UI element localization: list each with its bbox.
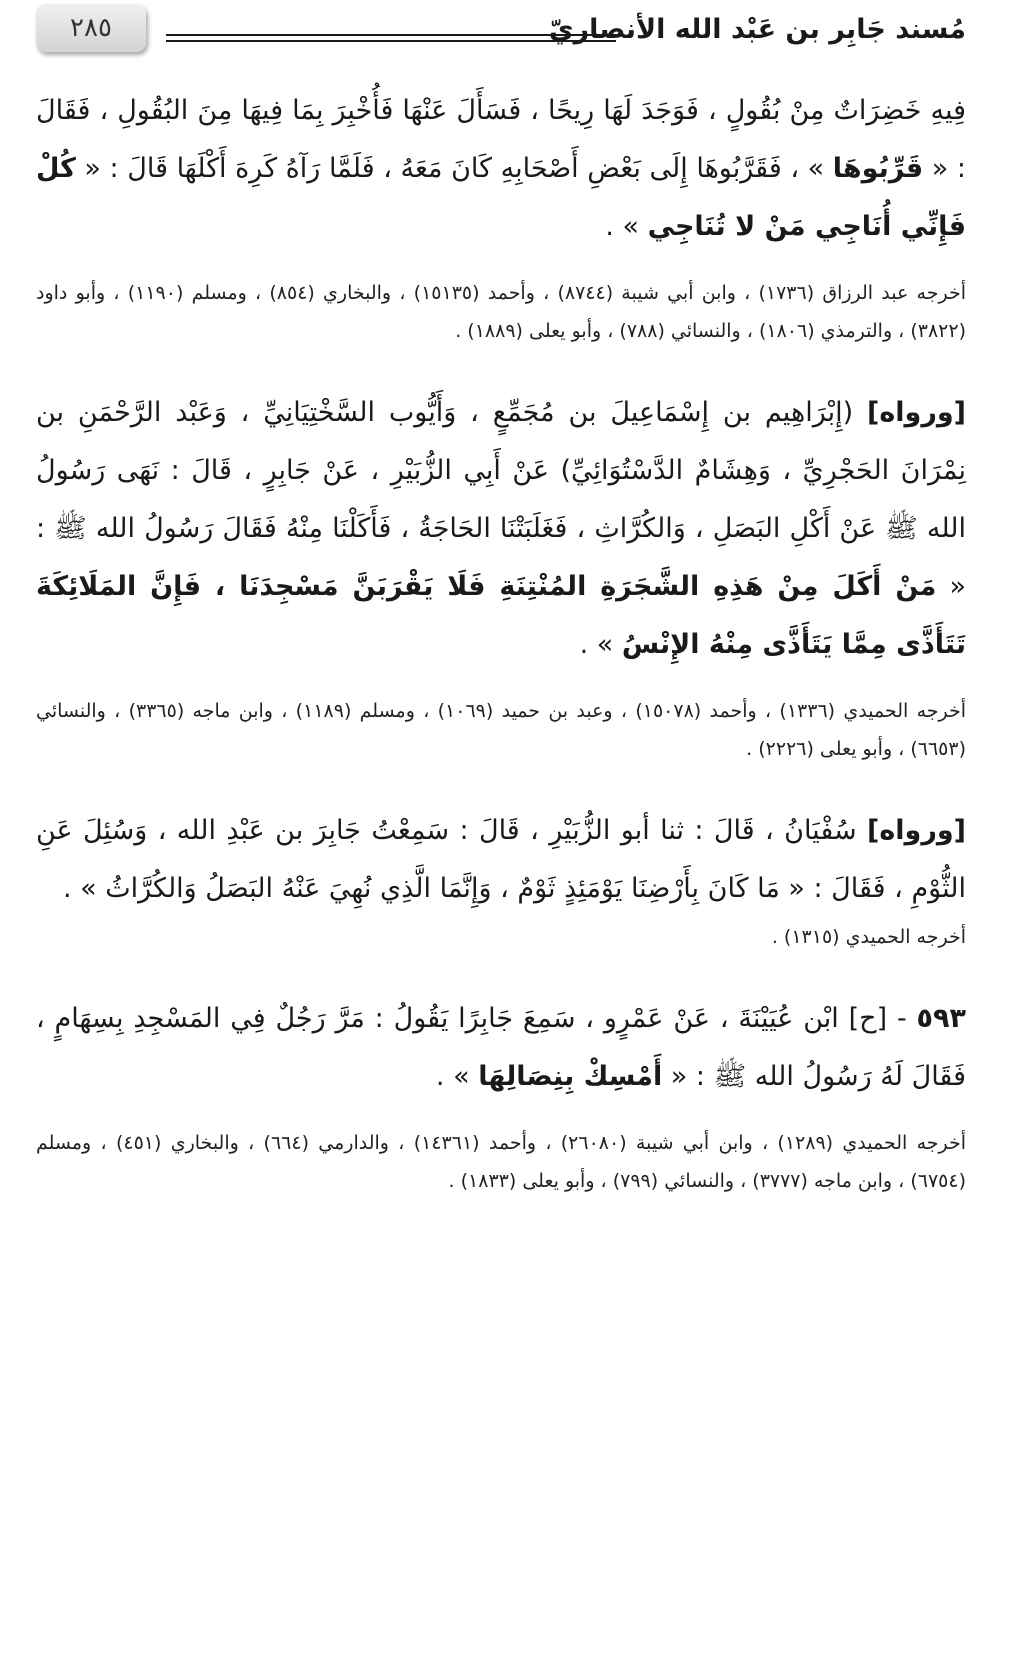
prophetic-speech: أَمْسِكْ بِنِصَالِهَا bbox=[478, 1061, 663, 1092]
narration-text: فِيهِ خَضِرَاتٌ مِنْ بُقُولٍ ، فَوَجَدَ لَهَا رِيحًا ، فَسَأَلَ عَنْهَا فَأُخْبِرَ بِمَا فِيهَا مِنَ البُقُولِ ، فَقَالَ : « bbox=[36, 95, 967, 184]
narration-text: » . bbox=[605, 211, 648, 242]
prophetic-speech: قَرِّبُوهَا bbox=[832, 153, 924, 184]
hadith-paragraph-1 bbox=[36, 82, 966, 256]
narration-text: - [ح] ابْن عُيَيْنَةَ ، عَنْ عَمْرٍو ، سَمِعَ جَابِرًا يَقُولُ : مَرَّ رَجُلٌ فِي المَسْجِدِ بِسِهَامٍ ، فَقَالَ لَهُ رَسُولُ الله ﷺ : « bbox=[36, 1003, 966, 1092]
riwaya-label: [ورواه] bbox=[867, 397, 966, 428]
spacer bbox=[36, 256, 966, 274]
hadith-number: ٥٩٣ bbox=[916, 1003, 966, 1034]
spacer bbox=[36, 674, 966, 692]
header-double-rule bbox=[166, 34, 616, 42]
takhrij-note-2: أخرجه الحميدي (١٣٣٦) ، وأحمد (١٥٠٧٨) ، وعبد بن حميد (١٠٦٩) ، ومسلم (١١٨٩) ، وابن ماجه (٣٣٦٥) ، والنسائي (٦٦٥٣) ، وأبو يعلى (٢٢٢٦) . bbox=[36, 700, 967, 760]
riwaya-label: [ورواه] bbox=[867, 815, 966, 846]
page-body bbox=[36, 82, 966, 1200]
prophetic-speech: مَنْ أَكَلَ مِنْ هَذِهِ الشَّجَرَةِ المُنْتِنَةِ فَلَا يَقْرَبَنَّ مَسْجِدَنَا ، فَإِنَّ المَلَائِكَةَ تَتَأَذَّى مِمَّا يَتَأَذَّى مِنْهُ الإِنْسُ bbox=[36, 571, 966, 660]
spacer bbox=[36, 956, 966, 990]
takhrij-note-3: أخرجه الحميدي (١٣١٥) . bbox=[771, 926, 966, 948]
takhrij-note-1: أخرجه عبد الرزاق (١٧٣٦) ، وابن أبي شيبة (٨٧٤٤) ، وأحمد (١٥١٣٥) ، والبخاري (٨٥٤) ، ومسلم (١١٩٠) ، وأبو داود (٣٨٢٢) ، والترمذي (١٨٠٦) ، والنسائي (٧٨٨) ، وأبو يعلى (١٨٨٩) . bbox=[36, 282, 966, 342]
spacer bbox=[36, 768, 966, 802]
page-header bbox=[36, 0, 966, 60]
narration-text: » ، فَقَرَّبُوهَا إِلَى بَعْضِ أَصْحَابِهِ كَانَ مَعَهُ ، فَلَمَّا رَآهُ كَرِهَ أَكْلَهَا قَالَ : « bbox=[75, 153, 833, 184]
hadith-paragraph-593 bbox=[36, 990, 966, 1106]
spacer bbox=[36, 350, 966, 384]
hadith-paragraph-2 bbox=[36, 384, 966, 674]
takhrij-note-4: أخرجه الحميدي (١٢٨٩) ، وابن أبي شيبة (٢٦٠٨٠) ، وأحمد (١٤٣٦١) ، والدارمي (٦٦٤) ، والبخاري (٤٥١) ، ومسلم (٦٧٥٤) ، وابن ماجه (٣٧٧٧) ، والنسائي (٧٩٩) ، وأبو يعلى (١٨٣٣) . bbox=[36, 1132, 967, 1192]
page-number-badge: ٢٨٥ bbox=[36, 4, 146, 52]
running-title: مُسند جَابِر بن عَبْد الله الأنصاريّ bbox=[548, 14, 966, 45]
narration-text: سُفْيَانُ ، قَالَ : ثنا أبو الزُّبَيْرِ ، قَالَ : سَمِعْتُ جَابِرَ بن عَبْدِ الله ، وَسُئِلَ عَنِ الثُّوْمِ ، فَقَالَ : « مَا كَانَ بِأَرْضِنَا يَوْمَئِذٍ ثَوْمٌ ، وَإِنَّمَا الَّذِي نُهِيَ عَنْهُ البَصَلُ وَالكُرَّاثُ » . bbox=[36, 815, 966, 904]
narration-text: » . bbox=[579, 629, 622, 660]
narration-text: » . bbox=[435, 1061, 479, 1092]
hadith-paragraph-3 bbox=[36, 802, 966, 918]
prophetic-speech: كُلْ فَإِنِّي أُنَاجِي مَنْ لا تُنَاجِي bbox=[36, 153, 966, 242]
narration-text: (إِبْرَاهِيم بن إِسْمَاعِيلَ بن مُجَمِّعٍ ، وَأَيُّوب السَّخْتِيَانِيِّ ، وَعَبْد الرَّحْمَنِ بن نِمْرَانَ الحَجْرِيِّ ، وَهِشَامٌ الدَّسْتُوَائِيِّ) عَنْ أَبِي الزُّبَيْرِ ، عَنْ جَابِرٍ ، قَالَ : نَهَى رَسُولُ الله ﷺ عَنْ أَكْلِ البَصَلِ ، وَالكُرَّاثِ ، فَغَلَبَتْنَا الحَاجَةُ ، فَأَكَلْنَا مِنْهُ فَقَالَ رَسُولُ الله ﷺ : « bbox=[36, 397, 966, 602]
spacer bbox=[36, 1106, 966, 1124]
